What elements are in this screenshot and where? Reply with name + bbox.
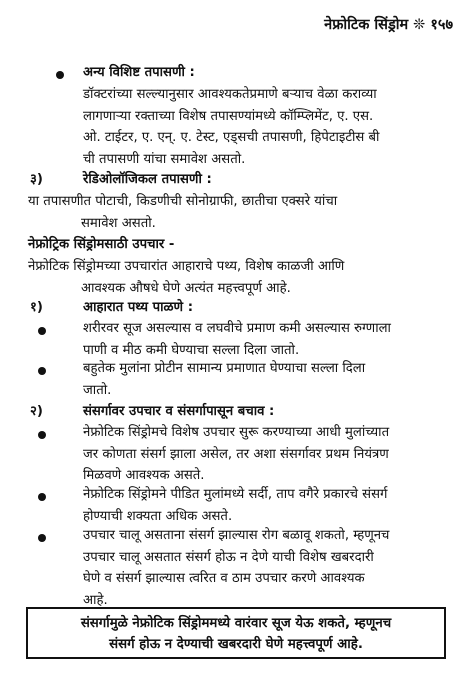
text-line: नेफ्रोटिक सिंड्रोमचे विशेष उपचार सुरू करण्याच्या आधी मुलांच्यात	[83, 425, 390, 440]
text-line: पाणी व मीठ कमी घेण्याचा सल्ला दिला जातो.	[83, 342, 300, 358]
text-line: जातो.	[83, 382, 112, 398]
section-number: १)	[30, 300, 43, 315]
note-line: संसर्ग होऊ न देण्याची खबरदारी घेणे महत्त्वपूर्ण आहे.	[109, 637, 363, 652]
text-line: नेफ्रोटिक सिंड्रोमने पीडित मुलांमध्ये सर्दी, ताप वगैरे प्रकारचे संसर्ग	[83, 487, 388, 502]
text-line: ची तपासणी यांचा समावेश असतो.	[83, 151, 246, 167]
note-line: संसर्गामुळे नेफ्रोटिक सिंड्रोममध्ये वारंवार सूज येऊ शकते, म्हणूनच	[80, 616, 392, 631]
other-tests-heading: अन्य विशिष्ट तपासणी :	[83, 65, 195, 80]
text-line: लागणाऱ्या रक्ताच्या विशेष तपासण्यांमध्ये कॉम्प्लिमेंट, ए. एस.	[83, 108, 374, 124]
text-line: डॉक्टरांच्या सल्ल्यानुसार आवश्यकतेप्रमाणे बऱ्याच वेळा कराव्या	[83, 87, 377, 102]
text-line: आवश्यक औषधे घेणे अत्यंत महत्त्वपूर्ण आहे.	[81, 280, 291, 296]
text-line: नेफ्रोटिक सिंड्रोमच्या उपचारांत आहाराचे पथ्य, विशेष काळजी आणि	[28, 259, 345, 274]
radiology-paragraph	[28, 191, 458, 234]
text-line: घेणे व संसर्ग झाल्यास त्वरित व ठाम उपचार करणे आवश्यक	[83, 571, 365, 587]
text-line: शरीरवर सूज असल्यास व लघवीचे प्रमाण कमी असल्यास रुग्णाला	[83, 321, 391, 336]
list-item	[83, 422, 463, 487]
section-number: २)	[30, 404, 43, 419]
diet-heading: आहारात पथ्य पाळणे :	[83, 300, 193, 315]
text-line: ओ. टाईटर, ए. एन्. ए. टेस्ट, एड्सची तपासणी, हिपेटाइटीस बी	[83, 130, 380, 146]
text-line: समावेश असतो.	[81, 215, 156, 231]
list-item	[83, 484, 463, 527]
infection-heading: संसर्गावर उपचार व संसर्गापासून बचाव :	[83, 404, 275, 419]
running-head: नेफ्रोटिक सिंड्रोम ❊ १५७	[324, 17, 453, 33]
bullet-dot	[56, 71, 64, 79]
bullet-dot	[38, 534, 46, 542]
list-item	[83, 318, 463, 361]
treatment-paragraph	[28, 256, 458, 299]
treatment-heading: नेफ्रोट्रिक सिंड्रोमसाठी उपचार -	[28, 237, 175, 252]
text-line: उपचार चालू असताना संसर्ग झाल्यास रोग बळावू शकतो, म्हणूनच	[83, 528, 390, 543]
highlight-note-box	[26, 607, 446, 659]
bullet-dot	[38, 327, 46, 335]
radiology-heading: रेडिओलॉजिकल तपासणी :	[83, 172, 212, 187]
list-item	[83, 525, 463, 611]
section-number: ३)	[30, 172, 43, 187]
list-item	[83, 358, 463, 401]
text-line: बहुतेक मुलांना प्रोटीन सामान्य प्रमाणात घेण्याचा सल्ला दिला	[83, 361, 366, 376]
text-line: होण्याची शक्यता अधिक असते.	[83, 508, 233, 524]
text-line: मिळवणे आवश्यक असते.	[83, 468, 205, 484]
text-line: उपचार चालू असतात संसर्ग होऊ न देणे याची विशेष खबरदारी	[83, 549, 374, 565]
text-line: जर कोणता संसर्ग झाला असेल, तर अशा संसर्गावर प्रथम नियंत्रण	[83, 446, 389, 462]
bullet-dot	[38, 493, 46, 501]
text-line: या तपासणीत पोटाची, किडणीची सोनोग्राफी, छातीचा एक्सरे यांचा	[28, 194, 338, 209]
text-line: आहे.	[83, 592, 108, 608]
bullet-dot	[38, 367, 46, 375]
other-tests-paragraph	[83, 84, 463, 170]
bullet-dot	[38, 431, 46, 439]
